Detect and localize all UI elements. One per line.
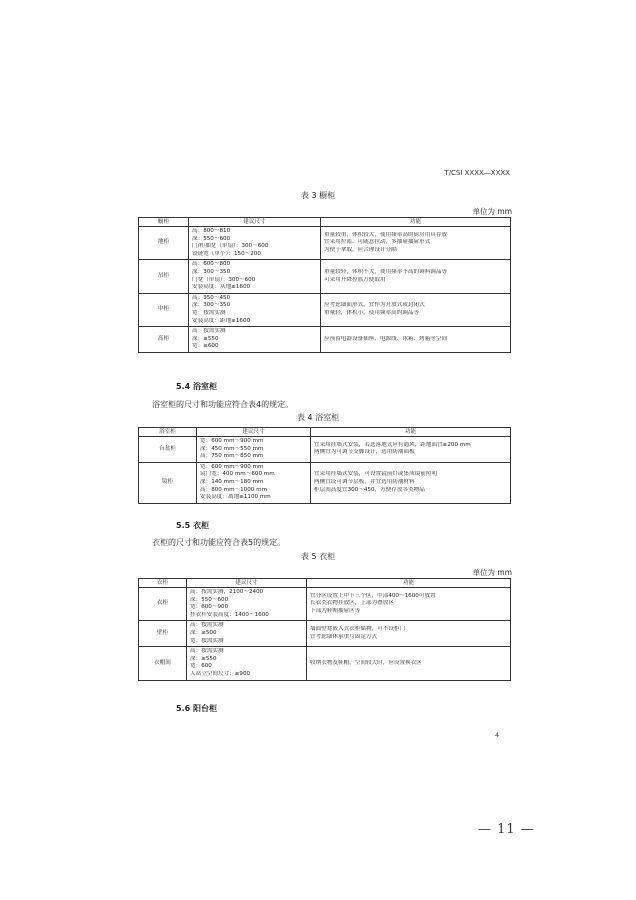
table5-cell-size xyxy=(187,588,307,621)
table5-row xyxy=(139,621,511,647)
table3-header-size: 建议尺寸 xyxy=(189,218,321,227)
table3-size-line: 宽：按需实测 xyxy=(192,309,226,316)
section-5-4-title: 5.4 浴室柜 xyxy=(176,382,217,391)
table3-cell-func xyxy=(321,293,511,326)
table5-cell-name: 衣柜 xyxy=(139,588,187,621)
table5-size-line: 挂衣杆安装高度：1400～1600 xyxy=(190,611,269,618)
table4-row xyxy=(139,437,511,463)
table3-header-cabinet: 橱柜 xyxy=(139,218,189,227)
table5-row xyxy=(139,588,511,621)
table5-size-line: 深：≥550 xyxy=(190,655,217,662)
table3-size-line: 宽：≥600 xyxy=(192,343,219,350)
table3-size-line: 高：800～810 xyxy=(192,228,231,234)
table5-func-line: 收纳衣物及鞋帽，空间较大时，应设置换衣区 xyxy=(310,659,422,666)
page-number: 4 xyxy=(495,731,500,739)
table5-size-line: 深：550～600 xyxy=(190,596,229,603)
table5-size-line: 高：按需实测 xyxy=(190,648,224,655)
table4-func-line: 两侧宜设可调节层板，并宜选用防潮材料 xyxy=(314,478,415,485)
table3-cell-size xyxy=(189,260,321,293)
table3-caption: 表 3 橱柜 xyxy=(300,191,336,200)
table5-cell-size xyxy=(187,647,307,680)
footer-page-number: — 11 — xyxy=(478,822,535,837)
table3-size-line: 门/柜抽宽（单扇）：300～600 xyxy=(192,243,269,250)
table4-size-line: 深：450 mm～550 mm xyxy=(200,445,264,452)
table3-size-line: 深：300～350 xyxy=(192,302,231,309)
table3-cell-size xyxy=(189,227,321,260)
table3-size-line: 安装高度：从地≥1600 xyxy=(192,284,251,291)
table3-cell-name: 吊柜 xyxy=(139,260,189,293)
table4-header-cabinet: 浴室柜 xyxy=(139,428,197,437)
table5-row xyxy=(139,647,511,680)
table4-func-line: 柜层间高度宜300～450，方便存放各类物品 xyxy=(314,486,425,493)
table5-size-line: 宽：600 xyxy=(190,663,212,670)
table3 xyxy=(138,217,511,353)
table5-func-line: 宜考虑墙体承重与固定方式 xyxy=(310,633,378,640)
table5-size-line: 深：≥500 xyxy=(190,629,217,636)
table5-cell-size xyxy=(187,621,307,647)
table4-func-line: 宜采用挂墙式安装，若选落地式应有通风，距地面宜≥200 mm xyxy=(314,441,471,448)
table4-size-line: 高：800 mm～1000 mm xyxy=(200,486,268,493)
table5-cell-name: 衣帽间 xyxy=(139,647,187,680)
table3-func-line: 应考虑墙面形式，宜作为开放式或封闭式 xyxy=(324,302,425,309)
table5-header-function: 功能 xyxy=(307,579,511,588)
section-5-6-title: 5.6 阳台柜 xyxy=(176,704,217,713)
table3-cell-name: 地柜 xyxy=(139,227,189,260)
table3-func-line: 可采用升降拉篮方便取用 xyxy=(324,276,386,283)
table3-cell-name: 高柜 xyxy=(139,327,189,353)
table3-unit: 单位为 mm xyxy=(472,207,512,216)
table4-cell-func xyxy=(311,462,511,503)
table4-cell-func xyxy=(311,437,511,463)
table3-row xyxy=(139,227,511,260)
table3-row xyxy=(139,260,511,293)
table4-size-line: 宽：600 mm～900 mm xyxy=(200,463,264,470)
table5-size-line: 人站立空间尺寸：≥900 xyxy=(190,670,251,677)
table4-size-line: 安装高度：离地≥1100 mm xyxy=(200,494,271,501)
table5-size-line: 宽：按需实测 xyxy=(190,637,224,644)
table3-cell-func xyxy=(321,327,511,353)
table5-size-line: 宽：600～900 xyxy=(190,604,229,611)
table4-cell-size xyxy=(197,462,311,503)
section-5-4-text: 浴室柜的尺寸和功能应符合表4的规定。 xyxy=(152,400,294,409)
section-5-5-text: 衣柜的尺寸和功能应符合表5的规定。 xyxy=(152,538,286,547)
table3-size-line: 安装高度：距地≥1600 xyxy=(192,317,251,324)
table4-header-size: 建议尺寸 xyxy=(197,428,311,437)
table4-cell-name: 镜柜 xyxy=(139,462,197,503)
table3-body xyxy=(139,227,511,353)
table3-size-line: 铰链宽（单个）：150～200 xyxy=(192,250,261,257)
table5-header-size: 建议尺寸 xyxy=(187,579,307,588)
table4-size-line: 镜门宽：400 mm～600 mm xyxy=(200,471,275,478)
table4-caption: 表 4 浴室柜 xyxy=(296,413,340,422)
table4-row xyxy=(139,462,511,503)
table5-func-line: 长衣类衣物挂放区，上部为叠放区 xyxy=(310,600,394,607)
table3-func-line: 为便于拿取，应合理设计分隔 xyxy=(324,246,397,253)
document-header: T/CSI XXXX—XXXX xyxy=(444,169,510,177)
table4-header-function: 功能 xyxy=(311,428,511,437)
table5-func-line: 墙面壁龛嵌入式衣柜储物，可不设柜门 xyxy=(310,626,406,633)
table4-body xyxy=(139,437,511,504)
table5-cell-name: 壁柜 xyxy=(139,621,187,647)
table4-func-line: 两侧宜为可调节支脚设计，选用防潮面板 xyxy=(314,449,415,456)
table5-size-line: 高：按需实测，2100～2400 xyxy=(190,589,264,595)
table3-header-function: 功能 xyxy=(321,218,511,227)
table3-size-line: 深：≥550 xyxy=(192,335,219,342)
table3-func-line: 重量轻，体积小，使用频率高的调品等 xyxy=(324,309,420,316)
section-5-5-title: 5.5 衣柜 xyxy=(176,521,209,530)
table3-size-line: 高：按需实测 xyxy=(192,328,226,335)
table5-func-line: 下部为鞋帽抽屉区等 xyxy=(310,607,361,614)
table3-func-line: 重量较轻，体积不大，使用频率不高的调料调品等 xyxy=(324,268,448,275)
table3-size-line: 高：350～450 xyxy=(192,294,231,301)
table4-size-line: 深：140 mm～180 mm xyxy=(200,478,264,485)
table3-func-line: 重量较重，体积较大，使用频率高的厨房用具存放 xyxy=(324,231,448,238)
table3-size-line: 高：600～800 xyxy=(192,261,231,268)
table5-func-line: 宜分区设置上中下三个区，中部400～1600可放置 xyxy=(310,592,436,599)
table5-caption: 表 5 衣柜 xyxy=(300,552,336,561)
table4-func-line: 宜采用挂墙式安装，可设置镜前灯或集成镜前照明 xyxy=(314,471,438,478)
table5-cell-func xyxy=(307,621,511,647)
table3-func-line: 宜采用拉篮、可随意拉动，多抽屉抽屉形式 xyxy=(324,239,431,246)
table3-cell-name: 中柜 xyxy=(139,293,189,326)
table4-size-line: 高：750 mm～850 mm xyxy=(200,453,264,460)
table3-size-line: 深：300～350 xyxy=(192,268,231,275)
table3-size-line: 门宽（单扇）：300～600 xyxy=(192,276,256,283)
table3-cell-func xyxy=(321,227,511,260)
table3-cell-size xyxy=(189,327,321,353)
table4 xyxy=(138,427,511,504)
table5-size-line: 高：按需实测 xyxy=(190,622,224,629)
table3-size-line: 深：550～600 xyxy=(192,235,231,242)
table3-row xyxy=(139,327,511,353)
table3-cell-func xyxy=(321,260,511,293)
table3-row xyxy=(139,293,511,326)
table3-cell-size xyxy=(189,293,321,326)
table5-body xyxy=(139,588,511,681)
table4-size-line: 宽：600 mm～900 mm xyxy=(200,438,264,444)
table5-header-cabinet: 衣柜 xyxy=(139,579,187,588)
table5 xyxy=(138,578,511,681)
table4-cell-name: 台盆柜 xyxy=(139,437,197,463)
table5-unit: 单位为 mm xyxy=(472,568,512,577)
table4-cell-size xyxy=(197,437,311,463)
table3-func-line: 应预留电器设备插座、电源线、冰箱、烤箱等空间 xyxy=(324,335,448,342)
table5-cell-func xyxy=(307,588,511,621)
table5-cell-func xyxy=(307,647,511,680)
